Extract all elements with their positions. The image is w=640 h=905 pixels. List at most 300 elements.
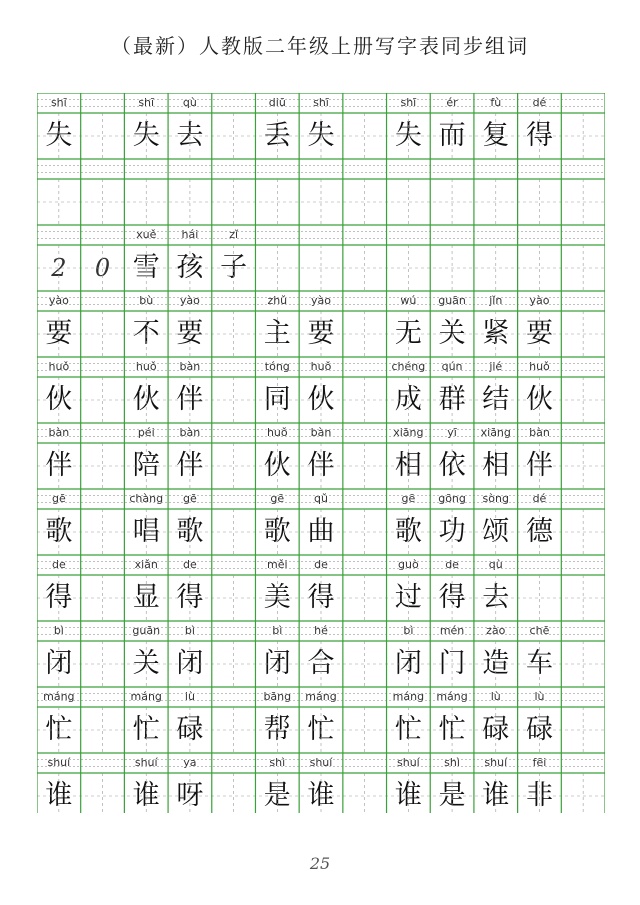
pinyin-cell (212, 555, 256, 575)
pinyin-cell: jié (489, 360, 503, 373)
pinyin-cell: huǒ (266, 426, 288, 439)
pinyin-cell (561, 555, 605, 575)
character-cell: 而 (438, 120, 466, 151)
pinyin-cell: bàn (310, 426, 332, 439)
pinyin-cell: zào (486, 624, 506, 637)
pinyin-cell: tóng (264, 360, 290, 373)
pinyin-cell (561, 753, 605, 773)
pinyin-cell: zhǔ (267, 294, 288, 307)
pinyin-cell: gē (183, 492, 197, 505)
character-cell: 是 (263, 780, 291, 811)
character-cell: 歌 (263, 516, 291, 547)
character-cell (474, 179, 518, 225)
pinyin-cell (430, 225, 474, 245)
character-cell (561, 377, 605, 423)
character-line (37, 179, 605, 225)
character-cell: 得 (525, 120, 553, 151)
pinyin-cell: shī (313, 96, 329, 109)
pinyin-cell: de (445, 558, 459, 571)
pinyin-cell: hé (314, 624, 328, 637)
page-title: （最新）人教版二年级上册写字表同步组词 (111, 34, 529, 58)
pinyin-cell: gē (270, 492, 285, 505)
character-cell: 歌 (45, 516, 73, 547)
character-cell: 伙 (525, 384, 553, 415)
pinyin-line (37, 753, 605, 773)
pinyin-cell: de (51, 558, 66, 571)
character-cell (212, 377, 256, 423)
pinyin-cell: qù (488, 558, 503, 571)
character-cell: 碌 (176, 714, 204, 745)
character-cell: 得 (45, 582, 73, 613)
pinyin-cell: yào (48, 294, 69, 307)
pinyin-cell: bàn (48, 426, 70, 439)
character-cell: 得 (176, 582, 204, 613)
pinyin-cell (561, 159, 605, 179)
character-cell: 得 (307, 582, 335, 613)
character-cell (212, 509, 256, 555)
pinyin-cell: shī (138, 96, 155, 109)
pinyin-cell (255, 225, 299, 245)
pinyin-cell (168, 159, 212, 179)
pinyin-cell: dé (532, 96, 547, 109)
character-cell (81, 443, 125, 489)
pinyin-line (37, 555, 605, 575)
character-cell: 曲 (307, 516, 335, 547)
grid-row (37, 621, 605, 687)
pinyin-cell: bì (272, 624, 283, 637)
character-cell: 关 (438, 318, 466, 349)
character-cell (168, 179, 212, 225)
character-cell: 伴 (45, 450, 73, 481)
character-cell (81, 179, 125, 225)
character-cell (387, 245, 431, 291)
character-cell (124, 179, 168, 225)
character-cell: 帮 (263, 714, 291, 745)
character-cell: 谁 (482, 780, 510, 811)
pinyin-cell: qù (182, 96, 197, 109)
character-cell (81, 311, 125, 357)
pinyin-cell: xuě (136, 228, 157, 241)
character-cell: 2 (51, 254, 67, 282)
character-cell: 唱 (132, 516, 160, 547)
character-cell: 伙 (45, 384, 73, 415)
character-cell: 忙 (438, 714, 466, 745)
pinyin-cell (387, 225, 431, 245)
pinyin-line (37, 357, 605, 377)
character-cell: 伴 (525, 450, 553, 481)
character-line (37, 707, 605, 753)
character-cell (212, 443, 256, 489)
character-cell: 主 (263, 318, 291, 349)
character-cell: 去 (176, 120, 204, 151)
character-cell: 歌 (176, 516, 204, 547)
pinyin-cell: qǔ (314, 492, 328, 505)
pinyin-cell: de (183, 558, 197, 571)
character-cell: 失 (394, 120, 422, 151)
character-cell (343, 113, 387, 159)
character-cell (343, 773, 387, 819)
character-cell: 显 (132, 582, 160, 613)
character-cell: 歌 (394, 516, 422, 547)
character-cell (212, 179, 256, 225)
pinyin-cell (212, 687, 256, 707)
pinyin-cell (81, 225, 125, 245)
pinyin-cell: mén (439, 624, 465, 637)
character-cell: 失 (45, 120, 73, 151)
grid-row (37, 159, 605, 225)
character-cell: 伴 (307, 450, 335, 481)
character-cell (212, 311, 256, 357)
character-cell: 失 (307, 120, 335, 151)
character-cell: 闭 (176, 648, 204, 679)
pinyin-cell (81, 423, 125, 443)
pinyin-cell (343, 291, 387, 311)
character-cell: 去 (482, 582, 510, 613)
pinyin-cell: fēi (532, 756, 547, 769)
pinyin-line (37, 225, 605, 245)
character-cell: 忙 (45, 714, 73, 745)
character-cell: 紧 (482, 318, 510, 349)
character-cell: 孩 (176, 252, 204, 283)
pinyin-cell: dé (532, 492, 547, 505)
character-cell (299, 179, 343, 225)
pinyin-cell (561, 225, 605, 245)
character-cell: 忙 (307, 714, 335, 745)
character-cell (81, 707, 125, 753)
character-line (37, 575, 605, 621)
character-cell: 造 (482, 648, 510, 679)
pinyin-cell: huǒ (48, 360, 70, 373)
character-line (37, 443, 605, 489)
character-cell (343, 575, 387, 621)
pinyin-cell: chéng (391, 360, 426, 373)
pinyin-cell (212, 753, 256, 773)
character-cell (81, 377, 125, 423)
pinyin-cell: bù (139, 294, 154, 307)
character-cell: 失 (132, 120, 160, 151)
character-cell: 丢 (263, 120, 291, 151)
pinyin-cell: shuí (47, 756, 71, 769)
character-cell: 要 (176, 318, 204, 349)
character-cell (255, 179, 299, 225)
pinyin-cell (561, 687, 605, 707)
pinyin-cell (518, 225, 562, 245)
pinyin-cell (561, 93, 605, 113)
character-cell: 结 (482, 384, 510, 415)
pinyin-cell (299, 159, 343, 179)
pinyin-cell (343, 159, 387, 179)
character-cell (81, 641, 125, 687)
grid-row (37, 291, 605, 357)
character-cell: 关 (132, 648, 160, 679)
page-number: 25 (309, 854, 331, 873)
pinyin-cell (561, 489, 605, 509)
pinyin-cell (343, 423, 387, 443)
pinyin-cell (212, 93, 256, 113)
character-cell (81, 113, 125, 159)
character-line (37, 113, 605, 159)
grid-row (37, 555, 605, 621)
pinyin-cell (518, 555, 562, 575)
pinyin-cell (343, 555, 387, 575)
pinyin-cell: yào (529, 294, 550, 307)
pinyin-cell (212, 423, 256, 443)
pinyin-cell (81, 687, 125, 707)
character-line (37, 773, 605, 819)
character-cell: 相 (482, 450, 510, 481)
pinyin-cell: shì (269, 756, 286, 769)
character-cell (81, 509, 125, 555)
pinyin-cell: bàn (529, 426, 550, 439)
character-cell: 碌 (525, 714, 553, 745)
character-cell (561, 245, 605, 291)
pinyin-cell: bì (403, 624, 414, 637)
character-cell (430, 245, 474, 291)
pinyin-cell: lù (184, 690, 195, 703)
pinyin-cell: shuí (484, 756, 508, 769)
pinyin-cell (212, 621, 256, 641)
character-cell (561, 641, 605, 687)
character-cell: 陪 (132, 450, 160, 481)
pinyin-cell: hái (181, 228, 199, 241)
character-cell: 碌 (482, 714, 510, 745)
character-cell (561, 509, 605, 555)
pinyin-cell (343, 753, 387, 773)
pinyin-cell: xiǎn (134, 558, 158, 571)
character-cell: 不 (132, 318, 160, 349)
pinyin-cell (37, 225, 81, 245)
pinyin-cell: lù (490, 690, 501, 703)
pinyin-line (37, 423, 605, 443)
pinyin-cell (212, 291, 256, 311)
pinyin-cell (212, 357, 256, 377)
character-cell: 忙 (132, 714, 160, 745)
grid-row (37, 423, 605, 489)
pinyin-cell: zǐ (229, 228, 239, 241)
pinyin-line (37, 291, 605, 311)
pinyin-cell (561, 357, 605, 377)
character-cell: 门 (438, 648, 466, 679)
pinyin-cell: gōng (438, 492, 466, 505)
character-cell (212, 113, 256, 159)
character-cell: 伙 (307, 384, 335, 415)
character-cell (299, 245, 343, 291)
character-cell (561, 443, 605, 489)
pinyin-cell: yī (447, 426, 457, 439)
pinyin-cell: guò (398, 558, 419, 571)
pinyin-cell (343, 225, 387, 245)
character-cell: 谁 (394, 780, 422, 811)
character-cell (518, 575, 562, 621)
character-cell (212, 773, 256, 819)
character-cell (212, 575, 256, 621)
pinyin-cell: yào (179, 294, 200, 307)
grid-row (37, 225, 605, 291)
character-cell (343, 443, 387, 489)
character-cell: 成 (394, 384, 422, 415)
pinyin-cell (81, 489, 125, 509)
pinyin-cell (81, 159, 125, 179)
pinyin-cell: bàn (179, 426, 201, 439)
character-cell: 同 (263, 384, 291, 415)
pinyin-cell (343, 93, 387, 113)
pinyin-cell (81, 621, 125, 641)
pinyin-cell: wú (400, 294, 417, 307)
character-cell: 德 (525, 516, 553, 547)
character-cell: 相 (394, 450, 422, 481)
character-cell (343, 311, 387, 357)
pinyin-cell (255, 159, 299, 179)
pinyin-line (37, 489, 605, 509)
pinyin-cell: bāng (263, 690, 292, 703)
pinyin-cell (387, 159, 431, 179)
character-cell (518, 179, 562, 225)
pinyin-cell: huǒ (310, 360, 332, 373)
character-cell: 伴 (176, 450, 204, 481)
character-cell: 忙 (394, 714, 422, 745)
character-cell (255, 245, 299, 291)
pinyin-cell (343, 621, 387, 641)
character-cell: 谁 (45, 780, 73, 811)
character-cell: 闭 (394, 648, 422, 679)
character-cell (561, 311, 605, 357)
pinyin-cell: gē (401, 492, 416, 505)
grid-row (37, 93, 605, 159)
character-cell (81, 773, 125, 819)
character-line (37, 641, 605, 687)
pinyin-cell: qún (441, 360, 463, 373)
character-cell (343, 707, 387, 753)
pinyin-cell (430, 159, 474, 179)
character-cell (212, 707, 256, 753)
pinyin-cell (561, 291, 605, 311)
character-cell: 要 (45, 318, 73, 349)
pinyin-cell: máng (305, 690, 337, 703)
pinyin-cell: huǒ (529, 360, 550, 373)
pinyin-cell: bì (184, 624, 195, 637)
pinyin-cell: huǒ (135, 360, 157, 373)
pinyin-cell: ér (446, 96, 458, 109)
character-cell: 闭 (263, 648, 291, 679)
pinyin-cell (474, 159, 518, 179)
pinyin-cell: sòng (482, 492, 509, 505)
character-cell (430, 179, 474, 225)
pinyin-cell (81, 93, 125, 113)
pinyin-cell: bì (53, 624, 64, 637)
pinyin-cell (343, 357, 387, 377)
pinyin-cell: de (314, 558, 328, 571)
character-cell: 呀 (176, 780, 204, 811)
pinyin-cell (124, 159, 168, 179)
pinyin-cell: xiāng (480, 426, 511, 439)
pinyin-cell (343, 687, 387, 707)
character-line (37, 311, 605, 357)
character-cell: 车 (525, 648, 553, 679)
grid-row (37, 489, 605, 555)
pinyin-cell (81, 357, 125, 377)
pinyin-cell (518, 159, 562, 179)
pinyin-cell: máng (43, 690, 75, 703)
pinyin-line (37, 621, 605, 641)
pinyin-cell: máng (436, 690, 468, 703)
character-cell: 谁 (132, 780, 160, 811)
character-cell: 颂 (482, 516, 510, 547)
character-cell (561, 113, 605, 159)
pinyin-cell: diū (268, 96, 286, 109)
pinyin-cell (474, 225, 518, 245)
pinyin-cell: fù (490, 96, 502, 109)
character-cell: 雪 (132, 252, 160, 283)
pinyin-cell (81, 753, 125, 773)
pinyin-cell: shī (400, 96, 417, 109)
character-cell: 伙 (132, 384, 160, 415)
grid-row (37, 753, 605, 819)
pinyin-cell (212, 489, 256, 509)
pinyin-cell: máng (392, 690, 425, 703)
character-cell (343, 641, 387, 687)
character-cell: 子 (220, 252, 248, 283)
character-cell (212, 641, 256, 687)
pinyin-cell: shuí (134, 756, 158, 769)
pinyin-cell: ya (183, 756, 197, 769)
character-cell (518, 245, 562, 291)
pinyin-cell: péi (137, 426, 155, 439)
pinyin-cell: chē (529, 624, 550, 637)
pinyin-cell: máng (130, 690, 162, 703)
character-cell (561, 773, 605, 819)
character-line (37, 377, 605, 423)
pinyin-cell (299, 225, 343, 245)
pinyin-cell (343, 489, 387, 509)
pinyin-cell: guān (438, 294, 466, 307)
pinyin-cell: lù (534, 690, 545, 703)
character-cell: 谁 (307, 780, 335, 811)
pinyin-cell: shì (444, 756, 460, 769)
character-cell (343, 509, 387, 555)
pinyin-cell: guān (132, 624, 161, 637)
character-cell: 闭 (45, 648, 73, 679)
character-cell: 群 (438, 384, 466, 415)
character-grid (37, 93, 605, 819)
pinyin-cell (81, 555, 125, 575)
character-cell: 要 (307, 318, 335, 349)
grid-row (37, 687, 605, 753)
character-cell: 美 (263, 582, 291, 613)
pinyin-cell (212, 159, 256, 179)
character-cell: 0 (94, 254, 111, 282)
character-cell (387, 179, 431, 225)
character-cell: 是 (438, 780, 466, 811)
pinyin-cell: xiāng (393, 426, 424, 439)
character-cell (81, 575, 125, 621)
character-cell: 合 (307, 648, 335, 679)
character-line (37, 509, 605, 555)
pinyin-cell: shuí (397, 756, 420, 769)
character-cell: 得 (438, 582, 466, 613)
character-cell: 要 (525, 318, 553, 349)
character-cell: 功 (438, 516, 466, 547)
character-cell: 无 (394, 318, 422, 349)
character-cell: 伙 (263, 450, 291, 481)
pinyin-cell: měi (267, 558, 288, 571)
pinyin-cell: bàn (179, 360, 201, 373)
character-cell: 伴 (176, 384, 204, 415)
pinyin-cell (561, 423, 605, 443)
grid-row (37, 357, 605, 423)
pinyin-cell (561, 621, 605, 641)
pinyin-cell: shuí (309, 756, 333, 769)
character-line (37, 245, 605, 291)
